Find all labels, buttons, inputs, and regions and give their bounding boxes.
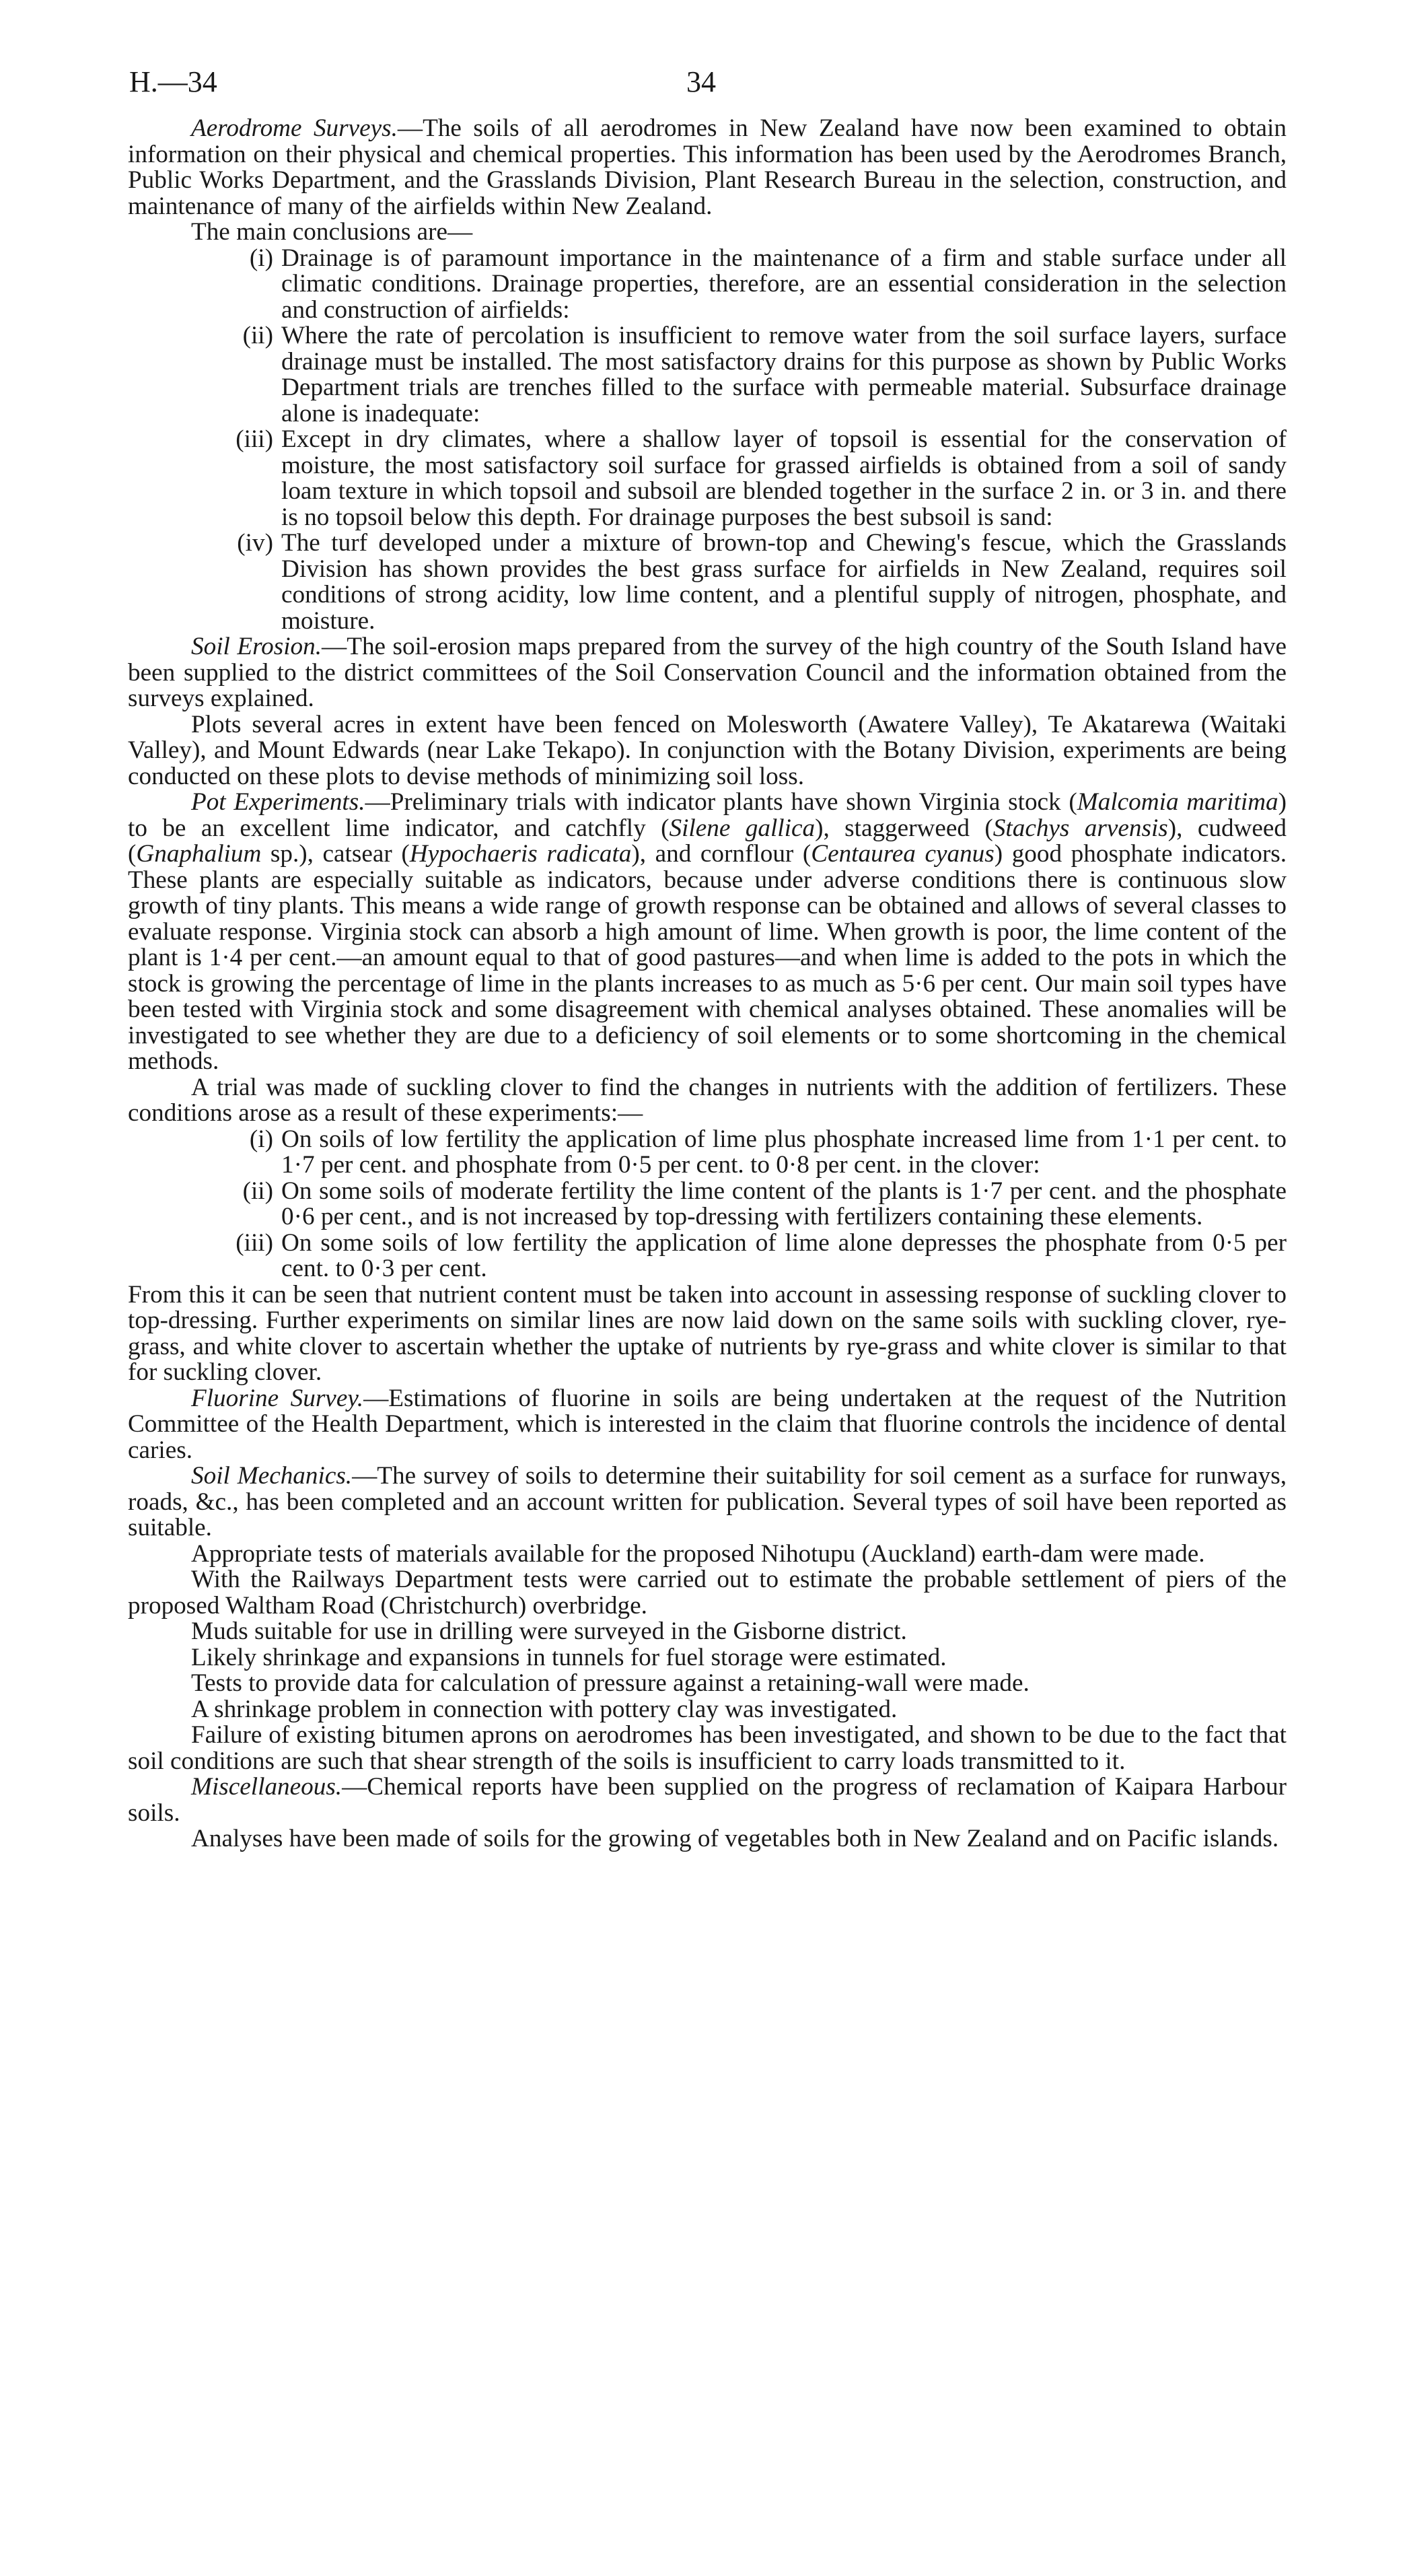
pot-experiments-paragraph [128,790,1287,1075]
list-item-text: On some soils of low fertility the application of lime alone depresses the phosphate from 0·5 per cent. to 0·3 per cent. [281,1228,1287,1282]
list-item-text: On some soils of moderate fertility the lime content of the plants is 1·7 per cent. and the phosphate 0·6 per cent., and is not increased by top-dressing with fertilizers containing these elements. [281,1177,1287,1230]
paragraph-text: —Estimations of fluorine in soils are being undertaken at the request of the Nutrition Committee of the Health Department, which is interested in the claim that fluorine controls the incidence of dental caries. [128,1384,1287,1464]
list-item [249,1125,1287,1179]
paragraph-text: ) to be an excellent lime indicator, and catchfly ( [128,788,1287,842]
list-item-number: (iv) [237,529,273,557]
paragraph-text: ), and cornflour ( [631,840,811,868]
species-name: Hypochaeris radicata [409,840,632,868]
section-heading-fluorine-survey: Fluorine Survey. [191,1384,364,1412]
paragraph-text: sp.), catsear ( [261,840,410,868]
list-item-number: (ii) [242,322,273,349]
page-reference: H.—34 [129,65,217,98]
paragraph: Muds suitable for use in drilling were surveyed in the Gisborne district. [191,1617,907,1645]
miscellaneous-paragraph [128,1774,1287,1826]
section-heading-pot-experiments: Pot Experiments. [191,788,365,816]
species-name: Stachys arvensis [993,814,1168,842]
paragraph-text: ), staggerweed ( [815,814,993,842]
species-name: Gnaphalium [136,840,262,868]
list-item [236,1228,1287,1282]
soil-mechanics-paragraph [128,1463,1287,1541]
list-item [242,1177,1287,1230]
list-item-text: Drainage is of paramount importance in the maintenance of a firm and stable surface under all climatic conditions. Drainage properties, therefore, are an essential consideration in the selection and construction of airfields: [281,244,1287,324]
paragraph-text: —The survey of soils to determine their suitability for soil cement as a surface for runways, roads, &c., has been completed and an account written for publication. Several types of soil have been reported as suitable. [128,1462,1287,1541]
list-item [242,322,1287,427]
list-item [236,425,1287,531]
list-item-number: (i) [249,244,273,272]
paragraph-text: —Chemical reports have been supplied on the progress of reclamation of Kaipara Harbour soils. [128,1773,1287,1827]
paragraph-text: ) good phosphate indicators. These plants are especially suitable as indicators, because under adverse conditions there is continuous slow growth of tiny plants. This means a wide range of growth response can be obtained and allows of several classes to evaluate response. Virginia stock can absorb a high amount of lime. When growth is poor, the lime content of the plant is 1·4 per cent.—an amount equal to that of good pastures—and when lime is added to the pots in which the stock is growing the percentage of lime in the plants increases to as much as 5·6 per cent. Our main soil types have been tested with Virginia stock and some disagreement with chemical analyses obtained. These anomalies will be investigated to see whether they are due to a deficiency of soil elements or to some shortcoming in the chemical methods. [128,840,1287,1075]
paragraph-text: ), cudweed ( [128,814,1287,868]
list-item-number: (iii) [236,1228,273,1257]
page-body [128,116,1287,1852]
species-name: Centaurea cyanus [811,840,995,868]
aerodrome-surveys-paragraph [128,116,1287,219]
list-item-number: (ii) [242,1177,273,1205]
page-number: 34 [686,65,716,98]
list-item [237,529,1287,635]
conclusions-intro: The main conclusions are— [191,218,473,246]
list-item-number: (i) [249,1125,273,1153]
plots-paragraph: Plots several acres in extent have been fenced on Molesworth (Awatere Valley), Te Akatarewa (Waitaki Valley), and Mount Edwards (near Lake Tekapo). In conjunction with the Botany Division, experiments are being conducted on these plots to devise methods of minimizing soil loss. [128,710,1287,790]
section-heading-soil-erosion: Soil Erosion. [191,633,322,660]
fluorine-survey-paragraph [128,1386,1287,1464]
nutrient-content-paragraph: From this it can be seen that nutrient content must be taken into account in assessing response of suckling clover to top-dressing. Further experiments on similar lines are now laid down on the same soils with suckling clover, rye-grass, and white clover to ascertain whether the uptake of nutrients by rye-grass and white clover is similar to that for suckling clover. [128,1280,1287,1386]
analyses-paragraph: Analyses have been made of soils for the growing of vegetables both in New Zealand and on Pacific islands. [191,1825,1279,1852]
paragraph: With the Railways Department tests were carried out to estimate the probable settlement of piers of the proposed Waltham Road (Christchurch) overbridge. [128,1566,1287,1620]
paragraph-text: —The soil-erosion maps prepared from the survey of the high country of the South Island have been supplied to the district committees of the Soil Conservation Council and the information obtained from the surveys explained. [128,633,1287,712]
species-name: Silene gallica [669,814,816,842]
suckling-clover-paragraph: A trial was made of suckling clover to find the changes in nutrients with the addition of fertilizers. These conditions arose as a result of these experiments:— [128,1073,1287,1127]
section-heading-aerodrome-surveys: Aerodrome Surveys. [191,114,398,142]
list-item-text: Where the rate of percolation is insufficient to remove water from the soil surface layers, surface drainage must be installed. The most satisfactory drains for this purpose as shown by Public Works Department trials are trenches filled to the surface with permeable material. Subsurface drainage alone is inadequate: [281,322,1287,427]
paragraph: Likely shrinkage and expansions in tunnels for fuel storage were estimated. [191,1643,947,1671]
conclusions-list [128,246,1287,635]
soil-erosion-paragraph [128,634,1287,712]
experiment-results-list [128,1127,1287,1282]
list-item-text: On soils of low fertility the application of lime plus phosphate increased lime from 1·1 per cent. to 1·7 per cent. and phosphate from 0·5 per cent. to 0·8 per cent. in the clover: [281,1125,1287,1179]
list-item-text: The turf developed under a mixture of brown-top and Chewing's fescue, which the Grasslands Division has shown provides the best grass surface for airfields in New Zealand, requires soil conditions of strong acidity, low lime content, and a plentiful supply of nitrogen, phosphate, and moisture. [281,529,1287,635]
paragraph: A shrinkage problem in connection with pottery clay was investigated. [191,1695,898,1723]
paragraph: Appropriate tests of materials available for the proposed Nihotupu (Auckland) earth-dam were made. [191,1539,1205,1568]
paragraph: Tests to provide data for calculation of pressure against a retaining-wall were made. [191,1669,1030,1697]
list-item [249,244,1287,324]
list-item-text: Except in dry climates, where a shallow layer of topsoil is essential for the conservation of moisture, the most satisfactory soil surface for grassed airfields is obtained from a soil of sandy loam texture in which topsoil and subsoil are blended together in the surface 2 in. or 3 in. and there is no topsoil below this depth. For drainage purposes the best subsoil is sand: [281,425,1287,531]
list-item-number: (iii) [236,425,273,453]
section-heading-soil-mechanics: Soil Mechanics. [191,1462,353,1490]
section-heading-miscellaneous: Miscellaneous. [191,1773,342,1801]
paragraph-text: —The soils of all aerodromes in New Zealand have now been examined to obtain information on their physical and chemical properties. This information has been used by the Aerodromes Branch, Public Works Department, and the Grasslands Division, Plant Research Bureau in the selection, construction, and maintenance of many of the airfields within New Zealand. [128,114,1287,220]
paragraph: Failure of existing bitumen aprons on aerodromes has been investigated, and shown to be due to the fact that soil conditions are such that shear strength of the soils is insufficient to carry loads transmitted to it. [128,1721,1287,1775]
paragraph-text: —Preliminary trials with indicator plants have shown Virginia stock ( [365,788,1077,816]
species-name: Malcomia maritima [1077,788,1278,816]
